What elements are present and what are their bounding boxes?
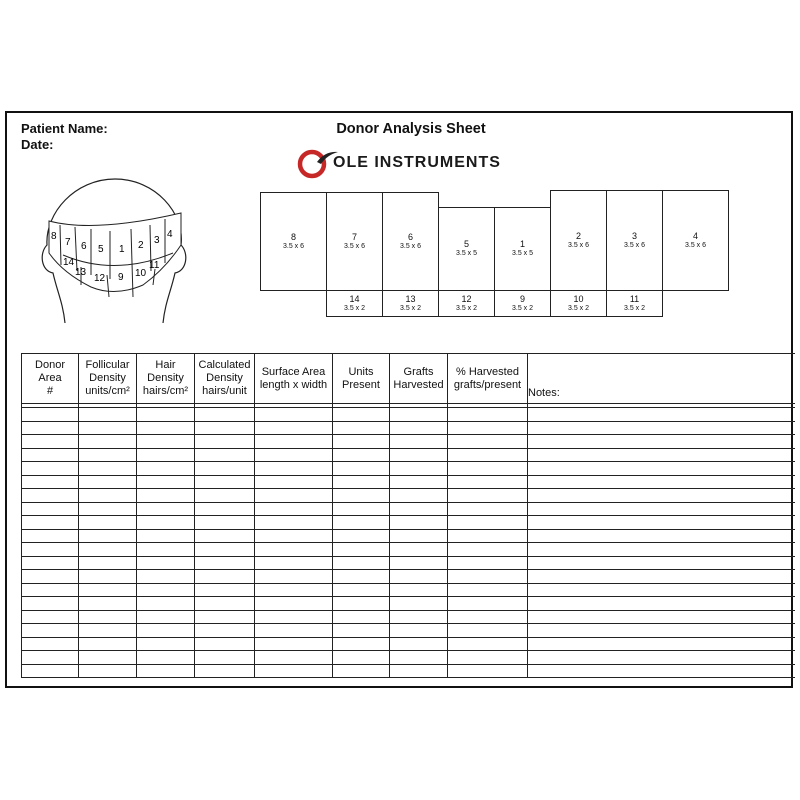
table-cell[interactable] [79,502,137,516]
table-cell[interactable] [333,637,390,651]
head-outline-icon [35,173,195,343]
table-cell[interactable] [528,597,796,611]
page-title: Donor Analysis Sheet [336,121,486,137]
head-zone-7: 7 [65,237,71,248]
table-cell[interactable] [528,570,796,584]
table-cell[interactable] [255,637,333,651]
table-row [22,651,796,665]
table-cell[interactable] [22,624,79,638]
table-cell[interactable] [448,529,528,543]
table-row [22,570,796,584]
table-cell[interactable] [448,597,528,611]
table-cell[interactable] [137,610,195,624]
table-cell[interactable] [195,421,255,435]
table-row [22,516,796,530]
table-cell[interactable] [79,516,137,530]
table-cell[interactable] [255,435,333,449]
head-zone-3: 3 [154,235,160,246]
table-cell[interactable] [79,543,137,557]
table-cell[interactable] [448,435,528,449]
table-cell[interactable] [79,637,137,651]
table-cell[interactable] [22,570,79,584]
zone-14: 14 3.5 x 2 [326,290,383,317]
table-cell[interactable] [22,651,79,665]
table-row [22,475,796,489]
table-cell[interactable] [137,462,195,476]
table-cell[interactable] [448,664,528,678]
zone-2: 2 3.5 x 6 [550,190,607,291]
table-cell[interactable] [333,462,390,476]
table-cell[interactable] [448,489,528,503]
table-cell[interactable] [137,516,195,530]
table-cell[interactable] [390,475,448,489]
column-header-donor-area: Donor Area # [22,354,79,404]
table-cell[interactable] [137,502,195,516]
column-header-grafts-harvested: Grafts Harvested [390,354,448,404]
table-cell[interactable] [255,448,333,462]
table-cell[interactable] [22,529,79,543]
head-zone-5: 5 [98,244,104,255]
head-zone-13: 13 [75,267,87,278]
zone-8: 8 3.5 x 6 [260,192,327,291]
zone-9: 9 3.5 x 2 [494,290,551,317]
table-row [22,556,796,570]
table-cell[interactable] [528,556,796,570]
table-cell[interactable] [255,489,333,503]
column-header-surface-area: Surface Area length x width [255,354,333,404]
table-cell[interactable] [448,583,528,597]
head-zone-6: 6 [81,241,87,252]
table-cell[interactable] [22,543,79,557]
table-cell[interactable] [528,637,796,651]
table-cell[interactable] [255,570,333,584]
column-header-units-present: Units Present [333,354,390,404]
table-cell[interactable] [137,489,195,503]
table-cell[interactable] [137,556,195,570]
table-cell[interactable] [390,448,448,462]
table-cell[interactable] [79,421,137,435]
head-zone-8: 8 [51,231,57,242]
head-zone-12: 12 [94,273,106,284]
table-cell[interactable] [390,570,448,584]
table-cell[interactable] [79,529,137,543]
table-cell[interactable] [448,543,528,557]
table-cell[interactable] [255,475,333,489]
table-cell[interactable] [333,435,390,449]
head-diagram [35,173,195,348]
table-cell[interactable] [195,475,255,489]
table-cell[interactable] [22,610,79,624]
table-cell[interactable] [255,516,333,530]
table-cell[interactable] [528,543,796,557]
zone-6: 6 3.5 x 6 [382,192,439,291]
patient-name-label: Patient Name: [21,121,108,136]
table-cell[interactable] [448,502,528,516]
table-cell[interactable] [195,502,255,516]
table-row [22,421,796,435]
table-cell[interactable] [137,529,195,543]
table-cell[interactable] [448,556,528,570]
table-cell[interactable] [255,462,333,476]
donor-analysis-table [21,353,795,678]
table-cell[interactable] [22,475,79,489]
table-cell[interactable] [255,421,333,435]
table-cell[interactable] [390,583,448,597]
table-row [22,583,796,597]
table-cell[interactable] [79,408,137,422]
table-cell[interactable] [390,597,448,611]
table-cell[interactable] [528,624,796,638]
table-cell[interactable] [528,489,796,503]
table-cell[interactable] [390,610,448,624]
table-cell[interactable] [333,489,390,503]
table-cell[interactable] [255,624,333,638]
table-cell[interactable] [390,543,448,557]
table-row [22,597,796,611]
table-cell[interactable] [22,516,79,530]
table-cell[interactable] [333,624,390,638]
table-cell[interactable] [22,502,79,516]
table-cell[interactable] [333,597,390,611]
table-cell[interactable] [255,543,333,557]
table-cell[interactable] [79,610,137,624]
table-cell[interactable] [390,637,448,651]
table-cell[interactable] [79,597,137,611]
table-cell[interactable] [333,651,390,665]
table-cell[interactable] [390,462,448,476]
table-header-row [22,354,796,404]
table-row [22,448,796,462]
table-cell[interactable] [79,570,137,584]
table-cell[interactable] [333,421,390,435]
table-cell[interactable] [448,570,528,584]
table-cell[interactable] [22,583,79,597]
table-cell[interactable] [390,529,448,543]
table-cell[interactable] [390,408,448,422]
table-cell[interactable] [137,637,195,651]
head-zone-4: 4 [167,229,173,240]
table-cell[interactable] [79,624,137,638]
head-zone-10: 10 [135,268,147,279]
table-cell[interactable] [79,462,137,476]
table-body [22,404,796,678]
table-cell[interactable] [79,651,137,665]
table-cell[interactable] [528,421,796,435]
head-zone-9: 9 [118,272,124,283]
table-cell[interactable] [79,489,137,503]
head-zone-1: 1 [119,244,125,255]
zone-10: 10 3.5 x 2 [550,290,607,317]
table-cell[interactable] [528,408,796,422]
table-cell[interactable] [333,543,390,557]
table-row [22,529,796,543]
table-row [22,502,796,516]
table-cell[interactable] [390,435,448,449]
column-header-notes: Notes: [528,354,796,404]
table-cell[interactable] [255,529,333,543]
table-cell[interactable] [390,516,448,530]
table-row [22,462,796,476]
table-cell[interactable] [137,664,195,678]
table-cell[interactable] [22,637,79,651]
table-cell[interactable] [137,543,195,557]
zone-13: 13 3.5 x 2 [382,290,439,317]
table-cell[interactable] [528,610,796,624]
table-cell[interactable] [333,583,390,597]
table-row [22,610,796,624]
column-header-follicular-density: Follicular Density units/cm² [79,354,137,404]
table-cell[interactable] [528,583,796,597]
table-cell[interactable] [448,448,528,462]
table-cell[interactable] [255,597,333,611]
zone-12: 12 3.5 x 2 [438,290,495,317]
column-header-calculated-density: Calculated Density hairs/unit [195,354,255,404]
table-cell[interactable] [79,583,137,597]
table-cell[interactable] [79,448,137,462]
table-cell[interactable] [528,435,796,449]
table-row [22,489,796,503]
zone-3: 3 3.5 x 6 [606,190,663,291]
table-cell[interactable] [448,637,528,651]
table-cell[interactable] [195,408,255,422]
table-cell[interactable] [448,516,528,530]
table-cell[interactable] [333,448,390,462]
table-cell[interactable] [333,529,390,543]
table-cell[interactable] [528,516,796,530]
table-cell[interactable] [195,610,255,624]
table-cell[interactable] [255,651,333,665]
table-cell[interactable] [22,489,79,503]
table-cell[interactable] [195,435,255,449]
table-cell[interactable] [448,462,528,476]
table-cell[interactable] [137,408,195,422]
table-cell[interactable] [390,664,448,678]
table-cell[interactable] [390,651,448,665]
table-cell[interactable] [528,462,796,476]
table-cell[interactable] [333,556,390,570]
table-row [22,664,796,678]
table-cell[interactable] [79,475,137,489]
logo-text: OLE INSTRUMENTS [333,154,501,171]
table-cell[interactable] [137,570,195,584]
table-cell[interactable] [528,448,796,462]
table-cell[interactable] [448,408,528,422]
table-cell[interactable] [528,529,796,543]
donor-analysis-sheet [5,111,793,688]
table-cell[interactable] [195,556,255,570]
table-cell[interactable] [22,597,79,611]
table-cell[interactable] [390,502,448,516]
table-cell[interactable] [448,421,528,435]
table-cell[interactable] [255,556,333,570]
table-row [22,435,796,449]
column-header-percent-harvested: % Harvested grafts/present [448,354,528,404]
head-zone-14: 14 [63,257,75,268]
column-header-hair-density: Hair Density hairs/cm² [137,354,195,404]
table-cell[interactable] [195,597,255,611]
table-row [22,624,796,638]
head-zone-2: 2 [138,240,144,251]
table-cell[interactable] [333,664,390,678]
table-cell[interactable] [528,502,796,516]
table-cell[interactable] [195,624,255,638]
table-cell[interactable] [255,583,333,597]
head-zone-11: 11 [149,260,160,271]
table-cell[interactable] [195,516,255,530]
table-cell[interactable] [137,624,195,638]
table-cell[interactable] [137,435,195,449]
zone-4: 4 3.5 x 6 [662,190,729,291]
table-cell[interactable] [22,435,79,449]
table-cell[interactable] [22,462,79,476]
table-cell[interactable] [333,516,390,530]
table-cell[interactable] [390,556,448,570]
table-cell[interactable] [255,502,333,516]
table-cell[interactable] [333,475,390,489]
table-cell[interactable] [195,570,255,584]
table-cell[interactable] [448,475,528,489]
table-cell[interactable] [79,664,137,678]
table-cell[interactable] [390,489,448,503]
table-cell[interactable] [195,448,255,462]
table-cell[interactable] [22,448,79,462]
table-cell[interactable] [137,448,195,462]
zone-5: 5 3.5 x 5 [438,207,495,291]
zone-11: 11 3.5 x 2 [606,290,663,317]
table-cell[interactable] [255,610,333,624]
table-cell[interactable] [195,664,255,678]
table-cell[interactable] [528,651,796,665]
table-cell[interactable] [390,421,448,435]
table-cell[interactable] [137,583,195,597]
table-cell[interactable] [79,556,137,570]
table-cell[interactable] [255,664,333,678]
table-cell[interactable] [195,651,255,665]
table-cell[interactable] [22,664,79,678]
table-cell[interactable] [195,637,255,651]
table-cell[interactable] [255,408,333,422]
table-row [22,637,796,651]
table-cell[interactable] [333,570,390,584]
table-cell[interactable] [448,624,528,638]
zone-7: 7 3.5 x 6 [326,192,383,291]
table-cell[interactable] [333,502,390,516]
table-row [22,408,796,422]
table-cell[interactable] [333,610,390,624]
company-logo [295,145,545,179]
date-label: Date: [21,137,54,152]
table-cell[interactable] [137,597,195,611]
table-cell[interactable] [195,529,255,543]
table-cell[interactable] [528,475,796,489]
table-cell[interactable] [137,475,195,489]
table-cell[interactable] [448,651,528,665]
table-cell[interactable] [195,583,255,597]
table-cell[interactable] [333,408,390,422]
table-cell[interactable] [137,651,195,665]
table-cell[interactable] [22,556,79,570]
table-cell[interactable] [195,462,255,476]
zone-1: 1 3.5 x 5 [494,207,551,291]
table-cell[interactable] [79,435,137,449]
table-cell[interactable] [195,543,255,557]
table-cell[interactable] [528,664,796,678]
table-cell[interactable] [448,610,528,624]
table-cell[interactable] [195,489,255,503]
table-cell[interactable] [137,421,195,435]
table-cell[interactable] [22,421,79,435]
table-cell[interactable] [390,624,448,638]
table-cell[interactable] [22,408,79,422]
table-row [22,543,796,557]
